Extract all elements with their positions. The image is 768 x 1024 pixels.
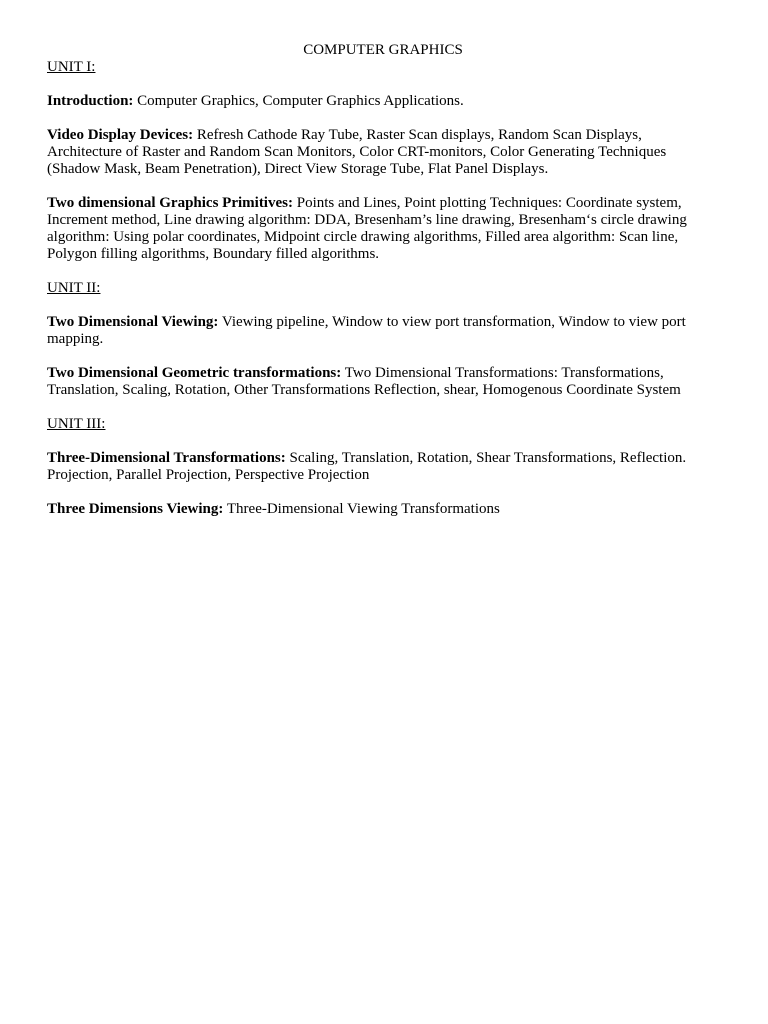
spacer (47, 433, 719, 450)
section-label: Two Dimensional Viewing: (47, 314, 219, 330)
spacer (47, 297, 719, 314)
section-label: Three-Dimensional Transformations: (47, 450, 286, 466)
spacer (47, 399, 719, 416)
section-label: Introduction: (47, 93, 134, 109)
spacer (47, 484, 719, 501)
section-2d-graphics-primitives (47, 195, 719, 263)
section-3d-transformations (47, 450, 719, 484)
section-text: Refresh Cathode Ray Tube, Raster Scan displays, Random Scan Displays, Architecture of Raster and Random Scan Monitors, Color CRT-monitors, Color Generating Techniques (Shadow Mask, Beam Penetration), Direct View Storage Tube, Flat Panel Displays. (47, 127, 667, 177)
section-text: Three-Dimensional Viewing Transformations (223, 501, 500, 517)
document-title: COMPUTER GRAPHICS (303, 42, 463, 58)
spacer (47, 76, 719, 93)
spacer (47, 263, 719, 280)
section-text: Two Dimensional Transformations: Transformations, Translation, Scaling, Rotation, Other Transformations Reflection, shear, Homogenous Coordinate System (47, 365, 681, 398)
spacer (47, 178, 719, 195)
section-label: Two Dimensional Geometric transformations: (47, 365, 342, 381)
section-video-display-devices (47, 127, 719, 178)
section-introduction (47, 93, 719, 110)
section-text: Viewing pipeline, Window to view port transformation, Window to view port mapping. (47, 314, 686, 347)
section-label: Three Dimensions Viewing: (47, 501, 224, 517)
unit-heading-2: UNIT II: (47, 280, 101, 296)
spacer (47, 110, 719, 127)
section-text: Points and Lines, Point plotting Techniques: Coordinate system, Increment method, Line drawing algorithm: DDA, Bresenham’s line drawing, Bresenham‘s circle drawing algorithm: Using polar coordinates, Midpoint circle drawing algorithms, Filled area algorithm: Scan line, Polygon filling algorithms, Boundary filled algorithms. (47, 195, 687, 262)
document-page (47, 42, 719, 518)
section-2d-geometric-transformations (47, 365, 719, 399)
section-label: Video Display Devices: (47, 127, 194, 143)
section-label: Two dimensional Graphics Primitives: (47, 195, 293, 211)
section-2d-viewing (47, 314, 719, 348)
unit-heading-3: UNIT III: (47, 416, 106, 432)
section-text: Scaling, Translation, Rotation, Shear Transformations, Reflection. Projection, Parallel Projection, Perspective Projection (47, 450, 687, 483)
section-3d-viewing (47, 501, 719, 518)
unit-heading-1: UNIT I: (47, 59, 96, 75)
spacer (47, 348, 719, 365)
section-text: Computer Graphics, Computer Graphics Applications. (133, 93, 464, 109)
